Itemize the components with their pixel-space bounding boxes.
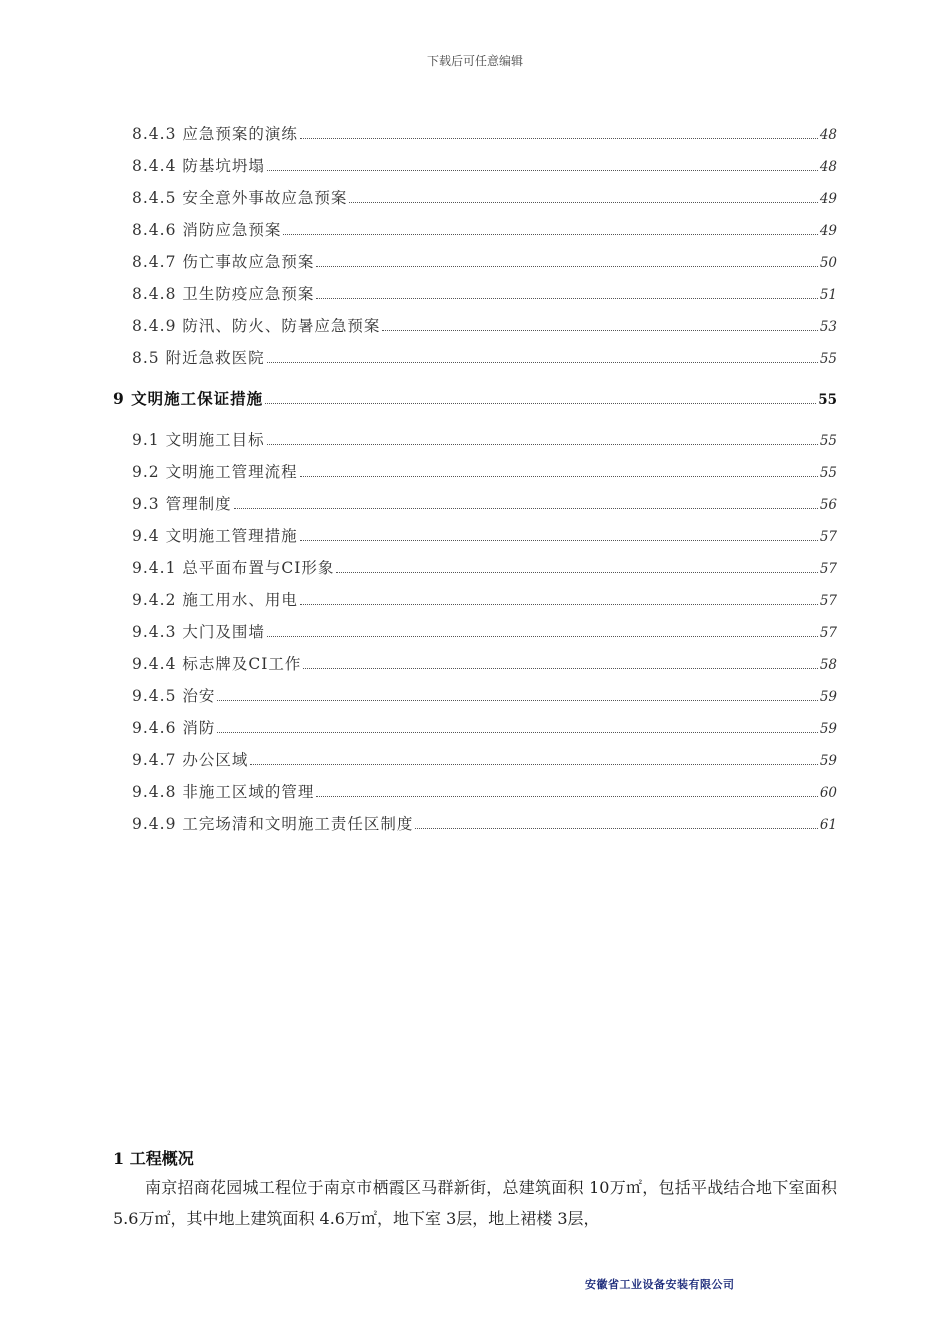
toc-entry-label: 8.4.5 安全意外事故应急预案 [132,189,348,207]
toc-entry-label: 9.4.1 总平面布置与CI形象 [132,559,335,577]
toc-entry[interactable] [132,618,837,642]
toc-entry[interactable] [132,216,837,240]
toc-entry-label: 9.4.6 消防 [132,719,216,737]
toc-entry-page: 49 [819,223,837,239]
toc-entry-label: 9.4.5 治安 [132,687,216,705]
toc-entry-page: 57 [819,529,837,545]
toc-entry-page: 51 [819,287,837,303]
toc-entry-page: 57 [819,593,837,609]
toc-leader-dots [267,444,818,445]
toc-entry-page: 55 [819,465,837,481]
toc-leader-dots [300,138,818,139]
toc-leader-dots [234,508,818,509]
toc-entry[interactable] [132,184,837,208]
toc-entry-label: 9.1 文明施工目标 [132,431,265,449]
toc-entry-page: 59 [819,689,837,705]
toc-entry-label: 8.4.7 伤亡事故应急预案 [132,253,315,271]
toc-entry[interactable] [132,458,837,482]
toc-entry-page: 59 [819,753,837,769]
toc-leader-dots [336,572,817,573]
toc-entry[interactable] [132,746,837,770]
toc-entry-label: 8.4.6 消防应急预案 [132,221,282,239]
toc-entry-page: 61 [819,817,837,833]
toc-entry[interactable] [132,152,837,176]
toc-entry-label: 9.4.8 非施工区域的管理 [132,783,315,801]
toc-entry[interactable] [132,490,837,514]
toc-entry-page: 60 [819,785,837,801]
toc-entry[interactable] [132,426,837,450]
toc-entry-page: 48 [819,127,837,143]
toc-entry-label: 9.4.7 办公区域 [132,751,249,769]
body-paragraph: 南京招商花园城工程位于南京市栖霞区马群新街，总建筑面积 10万㎡，包括平战结合地下室面积 5.6万㎡，其中地上建筑面积 4.6万㎡，地下室 3层，地上裙楼 3层， [113,1178,837,1228]
toc-leader-dots [316,796,817,797]
toc-entry-page: 57 [819,625,837,641]
toc-leader-dots [300,476,818,477]
toc-entry[interactable] [132,650,837,674]
toc-entry-page: 56 [819,497,837,513]
toc-entry[interactable] [132,280,837,304]
toc-leader-dots [267,362,818,363]
body-text [113,1172,837,1234]
toc-entry-page: 58 [819,657,837,673]
toc-entry-page: 48 [819,159,837,175]
toc-entry-page: 50 [819,255,837,271]
toc-entry-page: 49 [819,191,837,207]
toc-leader-dots [300,604,818,605]
toc-entry-label: 8.5 附近急救医院 [132,349,265,367]
section-title: 1 工程概况 [113,1149,194,1168]
toc-entry-label: 9.4 文明施工管理措施 [132,527,298,545]
toc-entry-label: 9.4.9 工完场清和文明施工责任区制度 [132,815,414,833]
page-footer: 安徽省工业设备安装有限公司 [585,1278,735,1291]
toc-leader-dots [250,764,817,765]
toc-entry[interactable] [132,554,837,578]
toc-leader-dots [316,298,817,299]
toc-leader-dots [217,732,817,733]
toc-leader-dots [382,330,817,331]
toc-entry-page: 55 [818,392,837,408]
toc-entry[interactable] [132,714,837,738]
toc-entry[interactable] [132,344,837,368]
toc-entry[interactable] [132,312,837,336]
toc-entry-label: 8.4.3 应急预案的演练 [132,125,298,143]
toc-leader-dots [265,403,816,404]
toc-leader-dots [267,636,818,637]
toc-entry-page: 55 [819,433,837,449]
toc-entry-label: 9 文明施工保证措施 [113,389,264,408]
toc-leader-dots [303,668,817,669]
toc-leader-dots [415,828,817,829]
toc-leader-dots [217,700,817,701]
toc-entry-label: 9.2 文明施工管理流程 [132,463,298,481]
toc-entry[interactable] [132,248,837,272]
toc-entry-label: 9.4.2 施工用水、用电 [132,591,298,609]
toc-entry[interactable] [132,120,837,144]
toc-leader-dots [349,202,817,203]
toc-entry[interactable] [132,522,837,546]
toc-entry[interactable] [132,810,837,834]
toc-entry-page: 59 [819,721,837,737]
toc-entry-label: 8.4.9 防汛、防火、防暑应急预案 [132,317,381,335]
toc-entry-label: 8.4.8 卫生防疫应急预案 [132,285,315,303]
toc-entry-chapter[interactable] [113,385,837,409]
toc-entry[interactable] [132,682,837,706]
toc-entry-label: 9.4.4 标志牌及CI工作 [132,655,302,673]
toc-entry-label: 9.4.3 大门及围墙 [132,623,265,641]
toc-leader-dots [316,266,817,267]
toc-entry-label: 8.4.4 防基坑坍塌 [132,157,265,175]
toc-entry[interactable] [132,778,837,802]
toc-entry-page: 57 [819,561,837,577]
page-header: 下载后可任意编辑 [426,54,523,68]
toc-leader-dots [300,540,818,541]
toc-entry[interactable] [132,586,837,610]
toc-leader-dots [283,234,817,235]
toc-entry-page: 55 [819,351,837,367]
toc-entry-label: 9.3 管理制度 [132,495,232,513]
toc-leader-dots [267,170,818,171]
toc-entry-page: 53 [819,319,837,335]
